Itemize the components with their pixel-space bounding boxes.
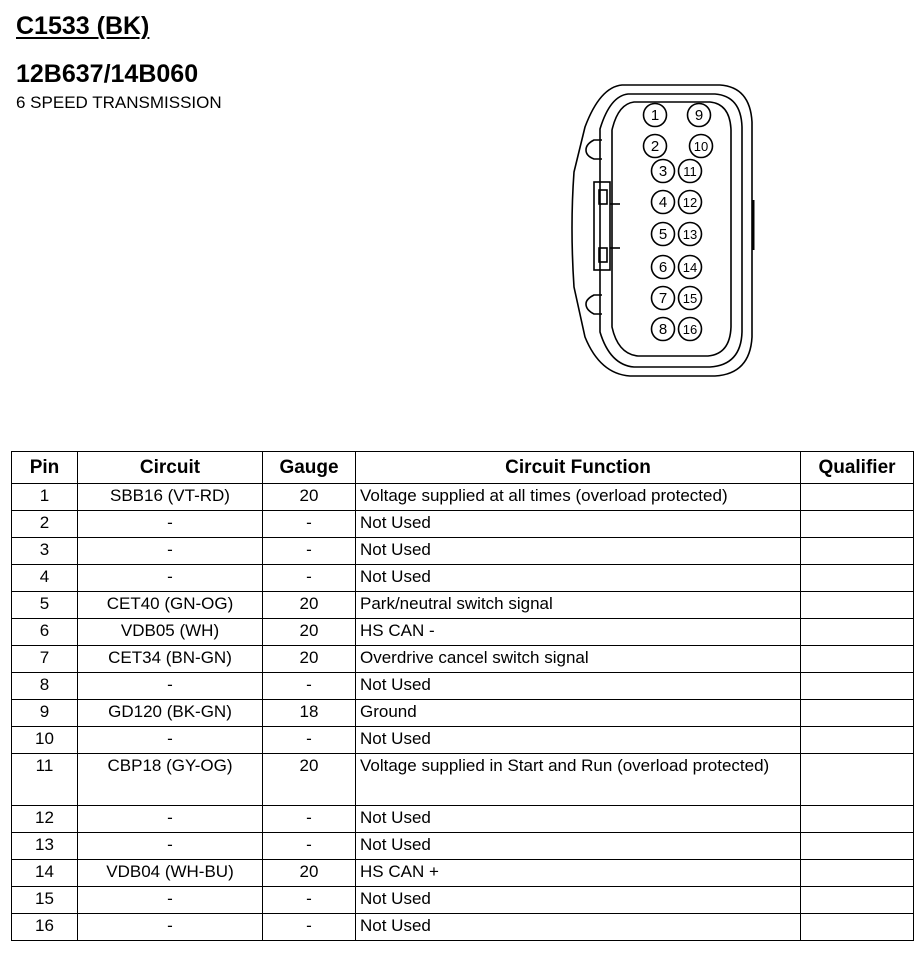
cell-gauge: - (263, 887, 356, 914)
cell-gauge: - (263, 914, 356, 941)
cell-function: Not Used (356, 806, 801, 833)
cell-qualifier (801, 538, 914, 565)
table-row (12, 673, 914, 700)
cell-pin: 15 (12, 887, 78, 914)
pinout-table (11, 451, 914, 941)
cell-qualifier (801, 646, 914, 673)
cell-circuit: - (78, 833, 263, 860)
cell-pin: 11 (12, 754, 78, 806)
cell-qualifier (801, 511, 914, 538)
cell-qualifier (801, 619, 914, 646)
column-header-pin: Pin (12, 452, 78, 484)
cell-circuit: - (78, 511, 263, 538)
pin-3-label: 3 (658, 163, 668, 180)
cell-function: Voltage supplied in Start and Run (overload protected) (356, 754, 801, 806)
pin-layout (644, 104, 713, 341)
pin-14-label: 14 (682, 260, 698, 275)
cell-gauge: 20 (263, 754, 356, 806)
cell-pin: 12 (12, 806, 78, 833)
table-header-row (12, 452, 914, 484)
cell-pin: 5 (12, 592, 78, 619)
cell-pin: 2 (12, 511, 78, 538)
cell-circuit: VDB05 (WH) (78, 619, 263, 646)
table-row (12, 833, 914, 860)
cell-qualifier (801, 914, 914, 941)
pin-4-label: 4 (658, 194, 668, 211)
cell-qualifier (801, 887, 914, 914)
cell-gauge: - (263, 833, 356, 860)
cell-circuit: VDB04 (WH-BU) (78, 860, 263, 887)
table-row (12, 646, 914, 673)
column-header-qualifier: Qualifier (801, 452, 914, 484)
cell-gauge: - (263, 565, 356, 592)
cell-circuit: - (78, 673, 263, 700)
cell-qualifier (801, 727, 914, 754)
cell-qualifier (801, 860, 914, 887)
pin-2-label: 2 (650, 138, 660, 155)
cell-pin: 1 (12, 484, 78, 511)
connector-face-diagram (560, 82, 765, 382)
table-row (12, 484, 914, 511)
pin-7-label: 7 (658, 290, 668, 307)
cell-function: Park/neutral switch signal (356, 592, 801, 619)
table-row (12, 538, 914, 565)
cell-qualifier (801, 565, 914, 592)
cell-gauge: 18 (263, 700, 356, 727)
pin-6-label: 6 (658, 259, 668, 276)
table-row (12, 806, 914, 833)
cell-function: Not Used (356, 565, 801, 592)
part-number: 12B637/14B060 (16, 60, 199, 88)
cell-gauge: 20 (263, 646, 356, 673)
cell-qualifier (801, 592, 914, 619)
cell-function: Overdrive cancel switch signal (356, 646, 801, 673)
cell-circuit: - (78, 914, 263, 941)
cell-function: Not Used (356, 673, 801, 700)
cell-function: Not Used (356, 538, 801, 565)
table-row (12, 619, 914, 646)
cell-function: HS CAN + (356, 860, 801, 887)
cell-function: Not Used (356, 887, 801, 914)
cell-function: Not Used (356, 914, 801, 941)
cell-circuit: SBB16 (VT-RD) (78, 484, 263, 511)
cell-gauge: - (263, 727, 356, 754)
cell-circuit: CBP18 (GY-OG) (78, 754, 263, 806)
column-header-circuit-function: Circuit Function (356, 452, 801, 484)
pin-16-label: 16 (682, 322, 698, 337)
cell-pin: 4 (12, 565, 78, 592)
cell-pin: 3 (12, 538, 78, 565)
cell-circuit: CET40 (GN-OG) (78, 592, 263, 619)
cell-pin: 16 (12, 914, 78, 941)
cell-pin: 7 (12, 646, 78, 673)
pin-11-label: 11 (683, 164, 697, 179)
column-header-gauge: Gauge (263, 452, 356, 484)
table-row (12, 754, 914, 806)
cell-pin: 8 (12, 673, 78, 700)
cell-gauge: - (263, 538, 356, 565)
cell-qualifier (801, 484, 914, 511)
cell-gauge: 20 (263, 592, 356, 619)
cell-circuit: - (78, 887, 263, 914)
pin-9-label: 9 (694, 107, 704, 124)
cell-pin: 13 (12, 833, 78, 860)
cell-pin: 9 (12, 700, 78, 727)
table-row (12, 914, 914, 941)
cell-gauge: 20 (263, 860, 356, 887)
table-row (12, 727, 914, 754)
table-row (12, 565, 914, 592)
pin-8-label: 8 (658, 321, 668, 338)
pin-1-label: 1 (650, 107, 660, 124)
table-row (12, 511, 914, 538)
cell-circuit: - (78, 538, 263, 565)
cell-circuit: - (78, 727, 263, 754)
pin-15-label: 15 (682, 291, 698, 306)
cell-gauge: 20 (263, 619, 356, 646)
cell-qualifier (801, 833, 914, 860)
column-header-circuit: Circuit (78, 452, 263, 484)
table-row (12, 887, 914, 914)
cell-gauge: - (263, 673, 356, 700)
cell-circuit: CET34 (BN-GN) (78, 646, 263, 673)
cell-function: Not Used (356, 727, 801, 754)
pin-10-label: 10 (693, 139, 709, 154)
cell-qualifier (801, 754, 914, 806)
cell-pin: 14 (12, 860, 78, 887)
pin-12-label: 12 (682, 195, 698, 210)
cell-function: Not Used (356, 511, 801, 538)
cell-pin: 6 (12, 619, 78, 646)
cell-function: HS CAN - (356, 619, 801, 646)
cell-function: Not Used (356, 833, 801, 860)
connector-id-title: C1533 (BK) (16, 12, 150, 40)
cell-gauge: - (263, 806, 356, 833)
cell-circuit: - (78, 806, 263, 833)
cell-function: Ground (356, 700, 801, 727)
cell-qualifier (801, 806, 914, 833)
pin-13-label: 13 (682, 227, 698, 242)
pin-5-label: 5 (658, 226, 668, 243)
table-row (12, 700, 914, 727)
cell-gauge: - (263, 511, 356, 538)
cell-circuit: GD120 (BK-GN) (78, 700, 263, 727)
cell-qualifier (801, 700, 914, 727)
cell-pin: 10 (12, 727, 78, 754)
cell-qualifier (801, 673, 914, 700)
cell-gauge: 20 (263, 484, 356, 511)
connector-description: 6 SPEED TRANSMISSION (16, 93, 222, 112)
table-row (12, 592, 914, 619)
cell-circuit: - (78, 565, 263, 592)
table-row (12, 860, 914, 887)
cell-function: Voltage supplied at all times (overload protected) (356, 484, 801, 511)
